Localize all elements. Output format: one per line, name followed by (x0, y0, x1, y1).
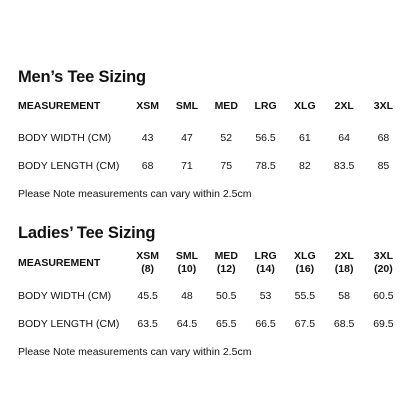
measurement-note: Please Note measurements can vary within 2.5cm (18, 188, 252, 200)
size-header: 3XL (373, 99, 394, 112)
table-row (18, 124, 403, 152)
size-name: XSM (136, 250, 160, 262)
table-header-row (18, 244, 403, 282)
measurement-header: MEASUREMENT (18, 256, 101, 269)
size-header: MED (214, 99, 238, 112)
table-cell: 85 (377, 160, 390, 172)
row-label: BODY WIDTH (CM) (18, 290, 112, 302)
size-header: 2XL (334, 99, 354, 112)
row-label: BODY LENGTH (CM) (18, 160, 120, 172)
size-name: LRG (254, 250, 277, 262)
size-header (246, 244, 285, 282)
ladies-sizing-section (18, 222, 403, 359)
size-number: (8) (141, 263, 155, 275)
table-cell: 71 (181, 160, 193, 172)
size-header (324, 244, 363, 282)
table-cell: 66.5 (255, 318, 276, 330)
measurement-note: Please Note measurements can vary within 2.5cm (18, 346, 252, 358)
table-cell: 55.5 (294, 290, 316, 302)
table-row (18, 152, 403, 180)
table-cell: 56.5 (255, 132, 276, 144)
size-table (18, 88, 403, 180)
table-row (18, 310, 403, 338)
table-cell: 60.5 (373, 290, 394, 302)
table-cell: 63.5 (137, 318, 158, 330)
table-cell: 47 (181, 132, 193, 144)
size-header: XLG (294, 99, 316, 112)
table-cell: 61 (298, 132, 311, 144)
table-cell: 69.5 (373, 318, 394, 330)
table-cell: 50.5 (216, 290, 237, 302)
table-cell: 53 (259, 290, 272, 302)
size-number: (16) (295, 263, 315, 275)
size-header (167, 244, 206, 282)
size-header (207, 244, 246, 282)
size-header: LRG (254, 99, 277, 112)
size-number: (12) (216, 263, 236, 275)
size-name: MED (214, 250, 238, 262)
table-cell: 78.5 (255, 160, 276, 172)
row-label: BODY LENGTH (CM) (18, 318, 120, 330)
mens-sizing-section (18, 66, 403, 201)
table-cell: 52 (220, 132, 233, 144)
table-cell: 64.5 (176, 318, 198, 330)
table-header-row (18, 88, 403, 124)
table-cell: 43 (141, 132, 154, 144)
table-cell: 68.5 (333, 318, 355, 330)
row-label: BODY WIDTH (CM) (18, 132, 112, 144)
section-title: Men’s Tee Sizing (18, 68, 146, 86)
table-cell: 48 (181, 290, 193, 302)
table-cell: 68 (377, 132, 390, 144)
table-cell: 82 (298, 160, 311, 172)
table-cell: 45.5 (137, 290, 158, 302)
table-cell: 75 (220, 160, 233, 172)
table-cell: 67.5 (294, 318, 316, 330)
size-name: XLG (294, 250, 316, 262)
table-cell: 68 (141, 160, 154, 172)
size-header: XSM (136, 99, 160, 112)
table-cell: 65.5 (216, 318, 237, 330)
size-header: SML (175, 99, 199, 112)
table-cell: 64 (338, 132, 350, 144)
measurement-header: MEASUREMENT (18, 99, 101, 112)
size-number: (18) (334, 263, 354, 275)
section-title: Ladies’ Tee Sizing (18, 224, 156, 242)
table-cell: 58 (338, 290, 350, 302)
size-number: (14) (256, 263, 275, 275)
size-number: (20) (374, 263, 393, 275)
size-number: (10) (177, 263, 197, 275)
table-cell: 83.5 (333, 160, 355, 172)
size-name: SML (175, 250, 199, 262)
table-row (18, 282, 403, 310)
size-header (285, 244, 324, 282)
size-name: 3XL (373, 250, 394, 262)
size-header (364, 244, 403, 282)
size-name: 2XL (334, 250, 354, 262)
size-header (128, 244, 167, 282)
size-table (18, 244, 403, 338)
